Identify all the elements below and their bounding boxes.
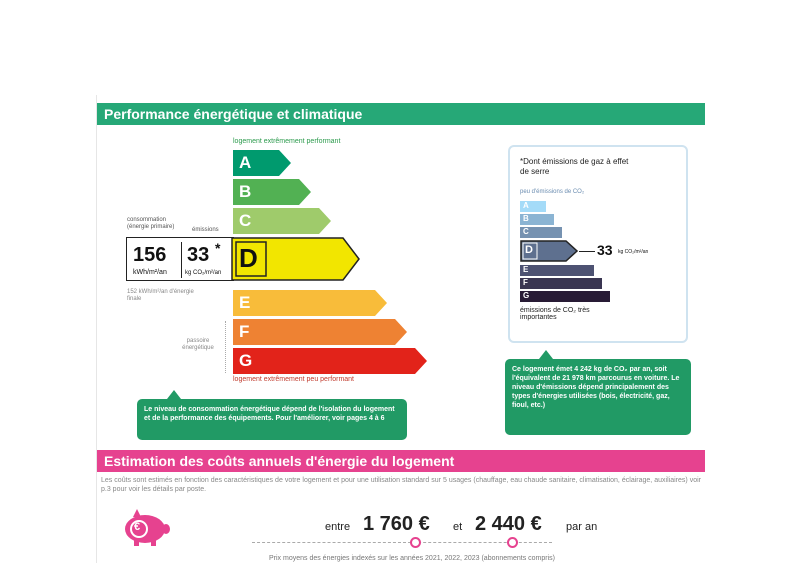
piggy-euro-symbol: € [134, 521, 141, 533]
costs-between: entre [325, 521, 351, 533]
caption-top: logement extrêmement performant [233, 138, 341, 145]
energy-class-g [233, 348, 427, 374]
co2-value: 33 [597, 242, 613, 258]
co2-panel [508, 145, 688, 343]
co2-class-d-current [520, 240, 578, 262]
energy-class-b [233, 179, 311, 205]
co2-class-e [520, 265, 594, 276]
co2-class-c [520, 227, 562, 238]
energy-class-e-label: E [239, 293, 251, 312]
energy-class-b-label: B [239, 182, 252, 201]
dpe-document [96, 95, 704, 563]
costs-low-marker [410, 537, 421, 548]
co2-info-bubble [505, 359, 691, 435]
section-title-costs: Estimation des coûts annuels d'énergie du logement [97, 450, 705, 472]
energy-info-bubble [137, 399, 407, 440]
co2-class-d-label: D [525, 244, 533, 256]
co2-class-g [520, 291, 610, 302]
emission-unit: kg CO₂/m²/an [185, 270, 222, 276]
energy-class-c-label: C [239, 211, 252, 230]
passoire-label: passoire énergétique [182, 338, 214, 351]
consumption-unit: kWh/m²/an [133, 269, 167, 276]
energy-info-text: Le niveau de consommation énergétique dépend de l'isolation du logement et de la performance des équipements. Pour l'améliorer, voir pages 4 à 6 [144, 406, 395, 422]
energy-class-f [233, 319, 407, 345]
co2-class-f [520, 278, 602, 289]
co2-class-a [520, 201, 546, 212]
costs-low: 1 760 € [363, 513, 430, 535]
energy-class-e [233, 290, 387, 316]
energy-bubble-tip [167, 390, 181, 399]
energy-class-a-label: A [239, 153, 252, 172]
energy-class-d-current [231, 237, 361, 281]
co2-unit: kg CO₂/m²/an [618, 249, 649, 255]
co2-class-f-label: F [523, 278, 528, 287]
emission-value: 33 [187, 244, 210, 266]
co2-class-c-label: C [523, 227, 529, 236]
value-divider [181, 242, 182, 278]
co2-bubble-tip [539, 350, 553, 359]
costs-footnote: Prix moyens des énergies indexés sur les années 2021, 2022, 2023 (abonnements compris) [269, 555, 555, 562]
co2-bottom-label: émissions de CO₂ très importantes [520, 307, 590, 321]
costs-high-marker [507, 537, 518, 548]
costs-range [97, 513, 705, 553]
section-title-performance: Performance énergétique et climatique [97, 103, 705, 125]
final-energy-note: 152 kWh/m²/an d'énergie finale [127, 289, 194, 302]
co2-info-text: Ce logement émet 4 242 kg de CO₂ par an, soit l'équivalent de 21 978 km parcourus en voiture. Le niveau d'émissions dépend principalement des types d'énergies utilisées (bois, électricité, gaz, fioul, etc.) [512, 366, 680, 409]
costs-per: par an [566, 521, 598, 533]
costs-high: 2 440 € [475, 513, 542, 535]
passoire-bracket [225, 321, 226, 373]
energy-class-f-label: F [239, 322, 250, 341]
energy-class-g-label: G [239, 351, 253, 370]
consumption-caption: consommation (énergie primaire) [127, 217, 175, 230]
co2-note: *Dont émissions de gaz à effet de serre [520, 157, 629, 176]
emission-asterisk: * [215, 240, 221, 256]
emissions-caption: émissions [192, 227, 219, 233]
consumption-value: 156 [133, 244, 167, 266]
costs-and: et [453, 521, 463, 533]
energy-class-d-label: D [239, 243, 258, 273]
co2-class-g-label: G [523, 291, 530, 300]
co2-class-b [520, 214, 554, 225]
co2-class-e-label: E [523, 265, 529, 274]
co2-class-a-label: A [523, 201, 529, 210]
energy-class-a [233, 150, 291, 176]
caption-bottom: logement extrêmement peu performant [233, 376, 355, 383]
co2-top-label: peu d'émissions de CO₂ [520, 189, 585, 195]
co2-pointer-line [579, 251, 595, 252]
costs-description: Les coûts sont estimés en fonction des caractéristiques de votre logement et pour une utilisation standard sur 5 usages (chauffage, eau chaude sanitaire, climatisation, éclairage, auxiliaires) voir p.3 pour voir les détails par poste. [101, 477, 701, 493]
energy-class-c [233, 208, 331, 234]
current-values-box [126, 237, 234, 281]
co2-class-b-label: B [523, 214, 529, 223]
